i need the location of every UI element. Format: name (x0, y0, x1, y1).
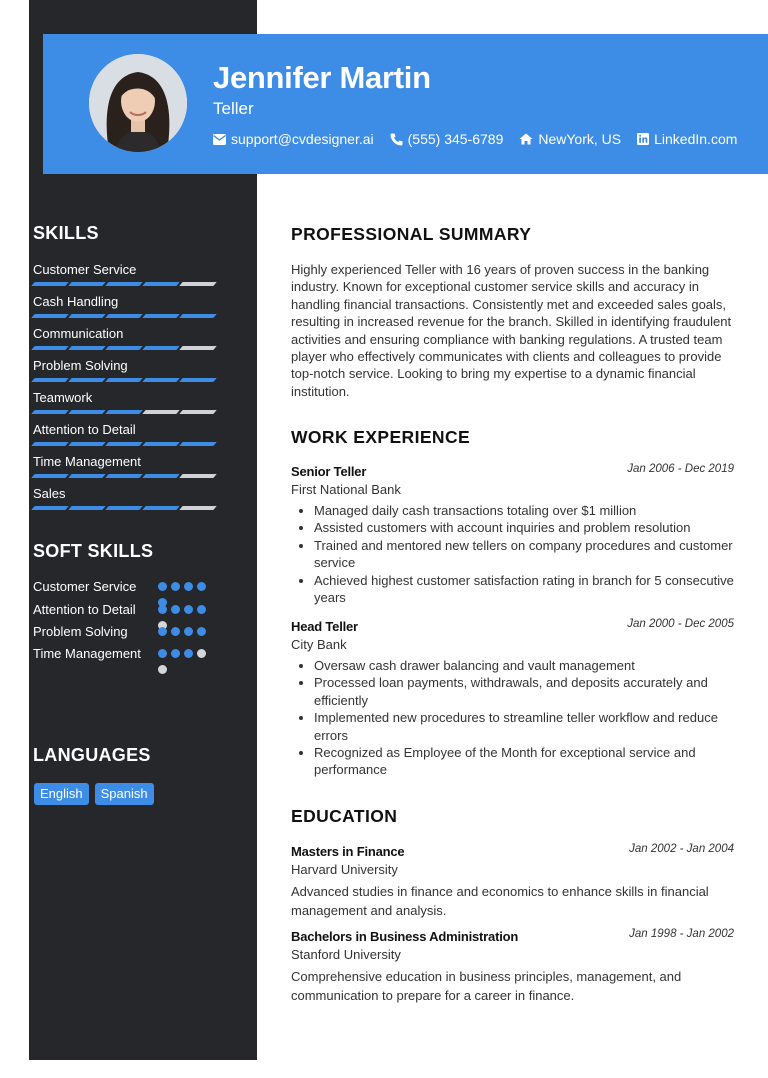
skill-level-segment (179, 314, 216, 318)
skill-level-segment (142, 346, 179, 350)
skill-level-segment (105, 410, 142, 414)
skill-level-segment (31, 314, 68, 318)
skill-level-segment (31, 378, 68, 382)
soft-skill-row (33, 578, 233, 596)
skill-level-segment (142, 442, 179, 446)
languages-list (34, 783, 154, 805)
soft-skill-row (33, 623, 233, 641)
skill-level-segment (142, 474, 179, 478)
skill-level-segment (105, 378, 142, 382)
job-bullet: • Assisted customers with account inquiries and problem resolution (314, 519, 736, 536)
education-heading: EDUCATION (291, 806, 398, 826)
skill-level-segment (105, 282, 142, 286)
skill-row (33, 390, 233, 422)
language-badge: Spanish (95, 783, 154, 805)
job-bullet: • Oversaw cash drawer balancing and vault management (314, 657, 736, 674)
linkedin-text: LinkedIn.com (654, 131, 738, 147)
skill-level-bar (33, 282, 215, 286)
skill-level-segment (105, 314, 142, 318)
contact-email[interactable] (213, 131, 374, 147)
skill-level-segment (31, 346, 68, 350)
skills-list (33, 262, 233, 518)
contact-linkedin[interactable] (637, 131, 737, 147)
skill-level-segment (179, 378, 216, 382)
rating-dot (158, 582, 167, 591)
contact-location (519, 131, 621, 147)
job-bullet: • Managed daily cash transactions totaling over $1 million (314, 502, 736, 519)
skill-level-segment (68, 410, 105, 414)
skill-name: Sales (33, 486, 66, 501)
job-bullet: • Processed loan payments, withdrawals, and deposits accurately and efficiently (314, 674, 736, 709)
skill-name: Time Management (33, 454, 141, 469)
envelope-icon (213, 134, 226, 145)
skill-row (33, 454, 233, 486)
rating-dot (158, 649, 167, 658)
avatar (89, 54, 187, 152)
skill-level-segment (105, 474, 142, 478)
degree-title: Bachelors in Business Administration (291, 929, 519, 944)
job-bullets (291, 502, 736, 606)
phone-icon (390, 133, 403, 146)
avatar-portrait (89, 54, 187, 152)
skill-row (33, 294, 233, 326)
soft-skill-rating (158, 627, 214, 636)
education-entry (291, 929, 736, 1005)
skill-level-segment (31, 474, 68, 478)
skill-level-bar (33, 378, 215, 382)
rating-dot (171, 627, 180, 636)
soft-skill-name: Customer Service (33, 579, 137, 594)
soft-skill-name: Problem Solving (33, 624, 128, 639)
skill-level-segment (68, 378, 105, 382)
skill-name: Teamwork (33, 390, 93, 405)
education-dates: Jan 2002 - Jan 2004 (629, 843, 734, 855)
skill-level-segment (179, 474, 216, 478)
contact-phone[interactable] (390, 131, 504, 147)
skill-name: Cash Handling (33, 294, 119, 309)
skill-level-segment (68, 314, 105, 318)
job-title: Senior Teller (291, 464, 367, 479)
rating-dot (184, 605, 193, 614)
school-name: Harvard University (291, 862, 398, 877)
skill-level-segment (105, 442, 142, 446)
rating-dot (184, 582, 193, 591)
soft-skill-row (33, 645, 233, 663)
job-bullet: • Implemented new procedures to streamline teller workflow and reduce errors (314, 709, 736, 744)
degree-title: Masters in Finance (291, 844, 405, 859)
skill-level-segment (179, 506, 216, 510)
job-organization: City Bank (291, 637, 347, 652)
rating-dot (197, 605, 206, 614)
skill-name: Customer Service (33, 262, 137, 277)
job-bullets (291, 657, 736, 779)
education-dates: Jan 1998 - Jan 2002 (629, 928, 734, 940)
job-entry (291, 464, 736, 606)
rating-dot (197, 582, 206, 591)
skill-level-bar (33, 442, 215, 446)
skill-name: Attention to Detail (33, 422, 136, 437)
language-badge: English (34, 783, 89, 805)
candidate-name: Jennifer Martin (213, 60, 431, 95)
soft-skill-name: Attention to Detail (33, 601, 136, 617)
rating-dot (171, 582, 180, 591)
skill-level-bar (33, 346, 215, 350)
job-title: Head Teller (291, 619, 358, 634)
rating-dot (171, 605, 180, 614)
soft-skill-rating (158, 649, 214, 674)
job-bullet: • Recognized as Employee of the Month for exceptional service and performance (314, 744, 736, 779)
skill-level-segment (142, 378, 179, 382)
skill-level-segment (142, 410, 179, 414)
skill-level-segment (142, 314, 179, 318)
education-description: Comprehensive education in business principles, management, and communication to prepare for a career in finance. (291, 969, 682, 1003)
skill-name: Problem Solving (33, 358, 128, 373)
skill-row (33, 326, 233, 358)
school-name: Stanford University (291, 947, 401, 962)
linkedin-icon (637, 133, 649, 145)
job-bullet: • Trained and mentored new tellers on company procedures and customer service (314, 537, 736, 572)
skill-row (33, 358, 233, 390)
skill-level-segment (179, 410, 216, 414)
rating-dot (158, 605, 167, 614)
skill-level-bar (33, 474, 215, 478)
skill-level-segment (68, 442, 105, 446)
job-dates: Jan 2000 - Dec 2005 (627, 618, 734, 630)
skill-level-bar (33, 410, 215, 414)
job-organization: First National Bank (291, 482, 401, 497)
skill-level-segment (105, 506, 142, 510)
soft-skill-name: Time Management (33, 645, 141, 661)
education-entry (291, 844, 736, 920)
rating-dot (184, 649, 193, 658)
contact-row (213, 131, 737, 147)
home-icon (519, 133, 533, 145)
skill-name: Communication (33, 326, 124, 341)
job-dates: Jan 2006 - Dec 2019 (627, 463, 734, 475)
skill-level-segment (31, 282, 68, 286)
skill-level-segment (179, 442, 216, 446)
header-banner (43, 34, 768, 174)
skill-level-bar (33, 506, 215, 510)
soft-skills-list (33, 578, 233, 662)
skill-level-segment (68, 474, 105, 478)
soft-skill-row (33, 601, 233, 619)
rating-dot (158, 627, 167, 636)
soft-skills-heading: SOFT SKILLS (33, 541, 154, 561)
skill-level-segment (179, 346, 216, 350)
skill-row (33, 486, 233, 518)
rating-dot (197, 627, 206, 636)
skill-level-segment (68, 506, 105, 510)
skill-level-segment (105, 346, 142, 350)
skill-row (33, 262, 233, 294)
experience-heading: WORK EXPERIENCE (291, 427, 471, 447)
summary-text: Highly experienced Teller with 16 years of proven success in the banking industry. Known for exceptional customer service skills and accuracy in handling financial transactions. Consistently met and exceeded sales goals, resulting in increased revenue for the branch. Skilled in identifying fraudulent activities and ensuring compliance with banking regulations. A trusted team player who effectively communicates with clients and colleagues to provide top-notch service. Looking to bring my expertise to a dynamic financial institution. (291, 262, 732, 399)
education-description: Advanced studies in finance and economics to enhance skills in financial management and analysis. (291, 884, 709, 918)
skill-level-segment (31, 410, 68, 414)
skill-level-segment (179, 282, 216, 286)
email-text: support@cvdesigner.ai (231, 131, 374, 147)
location-text: NewYork, US (538, 131, 622, 147)
candidate-role: Teller (213, 99, 254, 118)
rating-dot (158, 665, 167, 674)
skill-level-segment (68, 282, 105, 286)
skill-level-segment (142, 282, 179, 286)
rating-dot (171, 649, 180, 658)
summary-heading: PROFESSIONAL SUMMARY (291, 224, 532, 244)
skill-level-bar (33, 314, 215, 318)
phone-text: (555) 345-6789 (407, 131, 504, 147)
languages-heading: LANGUAGES (33, 745, 151, 765)
rating-dot (184, 627, 193, 636)
job-entry (291, 619, 736, 779)
skill-level-segment (31, 506, 68, 510)
skill-level-segment (68, 346, 105, 350)
job-bullet: • Achieved highest customer satisfaction rating in branch for 5 consecutive years (314, 572, 736, 607)
skills-heading: SKILLS (33, 223, 99, 243)
skill-level-segment (31, 442, 68, 446)
rating-dot (197, 649, 206, 658)
skill-level-segment (142, 506, 179, 510)
skill-row (33, 422, 233, 454)
